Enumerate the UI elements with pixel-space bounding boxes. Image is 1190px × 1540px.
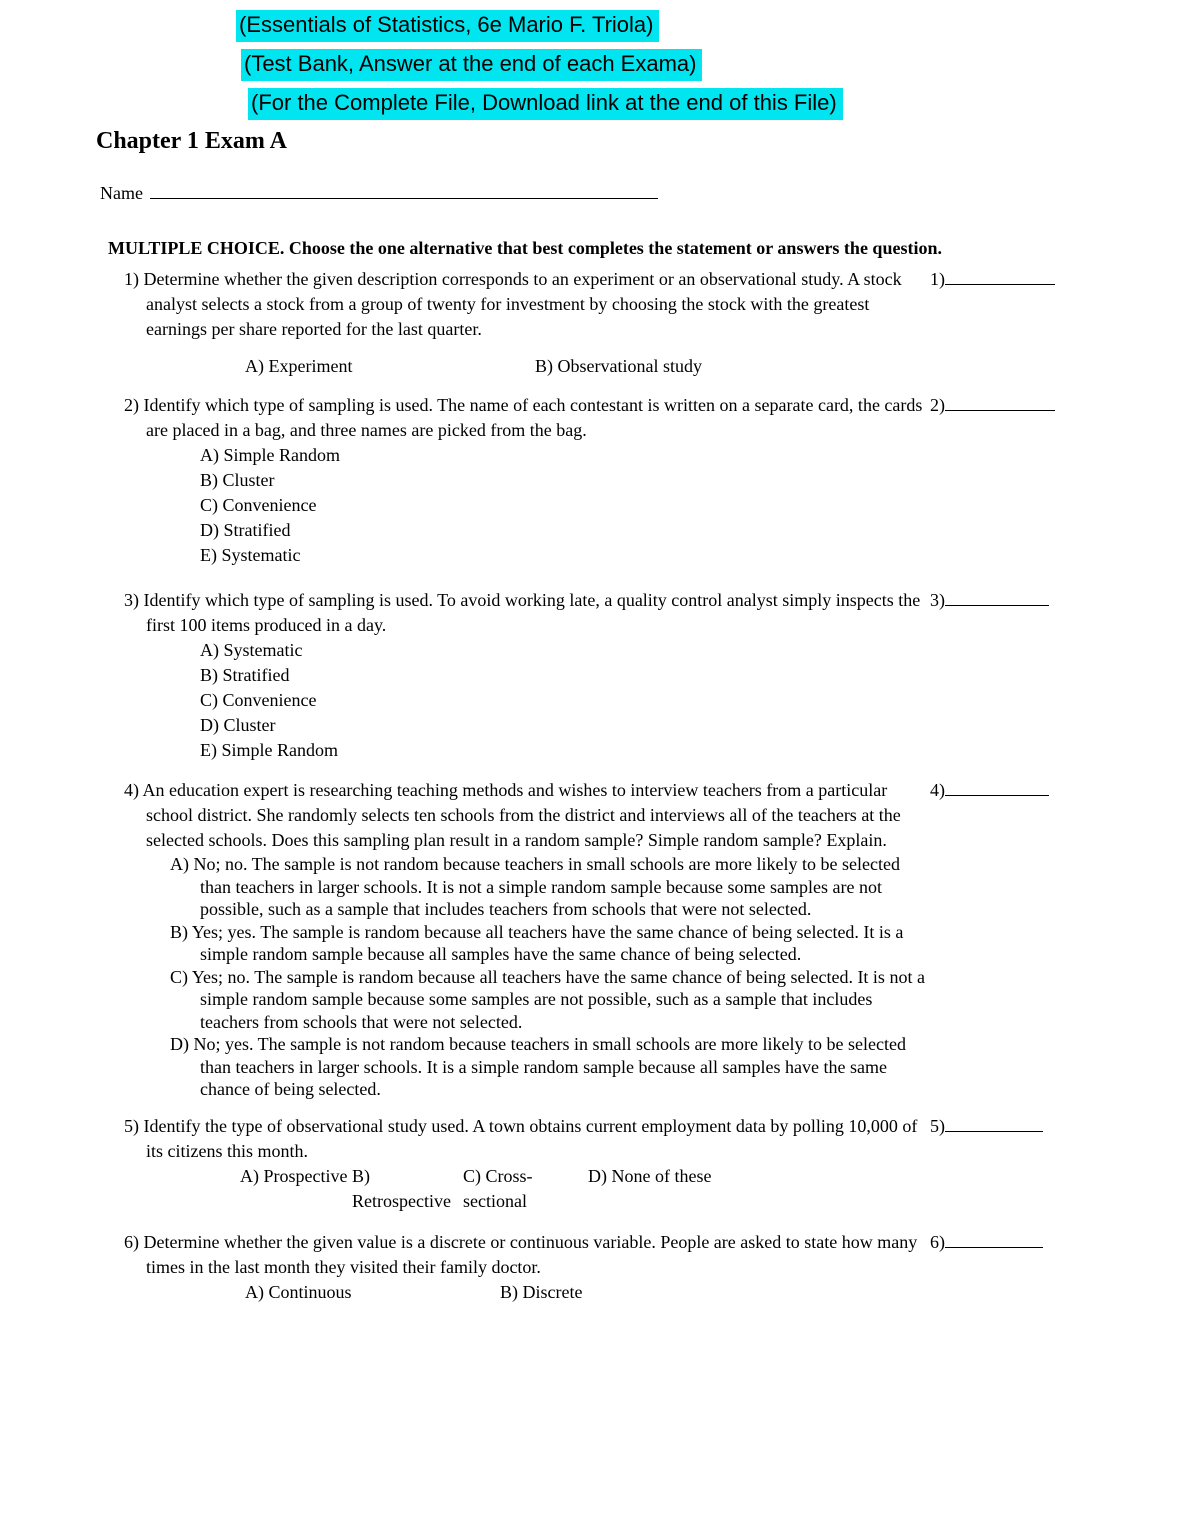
- option-label: B): [535, 356, 553, 376]
- option-d: [124, 1033, 930, 1101]
- answer-number: 1): [930, 269, 945, 289]
- answer-blank-3: [930, 588, 1190, 763]
- question-1: [124, 267, 1190, 379]
- option-e: [124, 738, 930, 763]
- answer-number: 5): [930, 1115, 945, 1136]
- answer-number: 3): [930, 590, 945, 610]
- option-a: [245, 1280, 500, 1305]
- option-d: [124, 713, 930, 738]
- option-text: Prospective: [263, 1165, 348, 1186]
- answer-number: 4): [930, 780, 945, 800]
- option-text: Discrete: [522, 1281, 583, 1302]
- option-text: Simple Random: [221, 740, 338, 760]
- answer-blank-5: [930, 1114, 1190, 1214]
- option-b: [352, 1164, 463, 1214]
- option-c: [124, 688, 930, 713]
- answer-blank-1: [930, 267, 1190, 379]
- banner-line: [248, 88, 1190, 120]
- option-b: [124, 468, 930, 493]
- option-d: [588, 1164, 711, 1214]
- question-text: Identify which type of sampling is used. To avoid working late, a quality control analyst simply inspects the first 100 items produced in a day.: [143, 590, 921, 635]
- question-6: [124, 1230, 1190, 1305]
- option-text: Stratified: [223, 520, 291, 540]
- option-label: B): [352, 1165, 370, 1186]
- question-2-content: [124, 393, 930, 568]
- answer-line: [945, 781, 1049, 796]
- question-number: 2): [124, 395, 139, 415]
- option-text: Retrospective: [352, 1190, 451, 1211]
- option-label: D): [588, 1165, 607, 1186]
- option-text: Convenience: [222, 690, 317, 710]
- answer-line: [945, 1233, 1043, 1248]
- option-text: No; yes. The sample is not random because teachers in small schools are more likely to be selected than teachers in larger schools. It is a simple random sample because all samples have the same chance of being selected.: [193, 1034, 906, 1099]
- name-label: Name: [100, 183, 143, 203]
- question-1-stem: [124, 267, 930, 342]
- option-b: [535, 354, 702, 379]
- option-text: No; no. The sample is not random because teachers in small schools are more likely to be selected than teachers in larger schools. It is not a simple random sample because some samples are not possible, such as a sample that includes teachers from schools that were not selected.: [193, 854, 900, 919]
- option-text: Cross-sectional: [463, 1165, 533, 1211]
- question-text: Identify which type of sampling is used. The name of each contestant is written on a separate card, the cards are placed in a bag, and three names are picked from the bag.: [143, 395, 923, 440]
- option-text: Systematic: [221, 545, 301, 565]
- option-b: [124, 663, 930, 688]
- question-3-content: [124, 588, 930, 763]
- answer-blank-6: [930, 1230, 1190, 1305]
- answer-blank-2: [930, 393, 1190, 568]
- question-5-stem: [124, 1114, 930, 1164]
- option-text: Yes; yes. The sample is random because all teachers have the same chance of being selected. It is a simple random sample because all samples have the same chance of being selected.: [191, 921, 904, 964]
- option-text: Yes; no. The sample is random because all teachers have the same chance of being selected. It is not a simple random sample because some samples are not possible, such as a sample that includes teachers from schools that were not selected.: [191, 966, 925, 1032]
- banner-line: [241, 49, 1190, 81]
- option-b: [500, 1280, 582, 1305]
- question-2-options: [124, 443, 930, 568]
- answer-line: [945, 591, 1049, 606]
- option-text: Cluster: [222, 470, 275, 490]
- page-title: Chapter 1 Exam A: [96, 128, 287, 154]
- question-text: Determine whether the given description corresponds to an experiment or an observational study. A stock analyst selects a stock from a group of twenty for investment by choosing the stock with the greatest earnings per share reported for the last quarter.: [143, 269, 902, 339]
- option-label: B): [200, 470, 218, 490]
- question-3-stem: [124, 588, 930, 638]
- option-c: [124, 966, 930, 1034]
- option-a: [124, 853, 930, 921]
- option-text: None of these: [611, 1165, 712, 1186]
- question-number: 6): [124, 1231, 139, 1252]
- answer-number: 6): [930, 1231, 945, 1252]
- option-text: Experiment: [268, 356, 353, 376]
- question-number: 5): [124, 1115, 139, 1136]
- name-row: [100, 181, 1190, 206]
- name-blank: [150, 184, 658, 199]
- option-label: C): [170, 966, 188, 987]
- question-list: [124, 267, 1190, 1305]
- question-1-options: [124, 354, 930, 379]
- option-label: C): [200, 690, 218, 710]
- option-a: [124, 443, 930, 468]
- option-label: A): [240, 1165, 259, 1186]
- option-label: C): [463, 1165, 481, 1186]
- instructions: MULTIPLE CHOICE. Choose the one alternative that best completes the statement or answers the question.: [108, 238, 942, 258]
- option-label: B): [500, 1281, 518, 1302]
- option-label: B): [170, 921, 188, 942]
- option-label: A): [200, 445, 219, 465]
- answer-line: [945, 270, 1055, 285]
- question-number: 4): [124, 780, 139, 800]
- question-4-stem: [124, 778, 930, 853]
- option-text: Cluster: [223, 715, 276, 735]
- header-banner: [0, 10, 1190, 120]
- question-4-content: [124, 778, 930, 1101]
- option-c: [124, 493, 930, 518]
- question-5-options: [124, 1164, 930, 1214]
- question-2: [124, 393, 1190, 568]
- option-e: [124, 543, 930, 568]
- question-text: An education expert is researching teaching methods and wishes to interview teachers from a particular school district. She randomly selects ten schools from the district and interviews all of the teachers at the selected schools. Does this sampling plan result in a random sample? Simple random sample? Explain.: [142, 780, 901, 850]
- question-3: [124, 588, 1190, 763]
- question-number: 1): [124, 269, 139, 289]
- question-text: Determine whether the given value is a discrete or continuous variable. People are asked to state how many times in the last month they visited their family doctor.: [143, 1231, 918, 1277]
- option-label: D): [200, 520, 219, 540]
- answer-blank-4: [930, 778, 1190, 1101]
- option-text: Convenience: [222, 495, 317, 515]
- question-5: [124, 1114, 1190, 1214]
- question-1-content: [124, 267, 930, 379]
- question-6-options: [124, 1280, 930, 1305]
- question-6-stem: [124, 1230, 930, 1280]
- question-4: [124, 778, 1190, 1101]
- option-text: Systematic: [223, 640, 303, 660]
- answer-number: 2): [930, 395, 945, 415]
- option-label: B): [200, 665, 218, 685]
- option-label: D): [170, 1034, 189, 1054]
- option-label: E): [200, 740, 217, 760]
- question-number: 3): [124, 590, 139, 610]
- highlighted-text-book: (Essentials of Statistics, 6e Mario F. Triola): [236, 10, 659, 42]
- question-6-content: [124, 1230, 930, 1305]
- highlighted-text-testbank: (Test Bank, Answer at the end of each Exama): [241, 49, 702, 81]
- option-label: D): [200, 715, 219, 735]
- question-3-options: [124, 638, 930, 763]
- answer-line: [945, 396, 1055, 411]
- option-text: Observational study: [557, 356, 702, 376]
- option-b: [124, 921, 930, 966]
- question-5-content: [124, 1114, 930, 1214]
- option-label: E): [200, 545, 217, 565]
- option-d: [124, 518, 930, 543]
- option-text: Stratified: [222, 665, 290, 685]
- question-4-options: [124, 853, 930, 1101]
- option-label: A): [170, 854, 189, 874]
- option-label: C): [200, 495, 218, 515]
- option-label: A): [200, 640, 219, 660]
- option-label: A): [245, 1281, 264, 1302]
- option-a: [245, 354, 535, 379]
- question-text: Identify the type of observational study used. A town obtains current employment data by polling 10,000 of its citizens this month.: [143, 1115, 918, 1161]
- banner-line: [236, 10, 1190, 42]
- question-2-stem: [124, 393, 930, 443]
- answer-line: [945, 1117, 1043, 1132]
- option-text: Continuous: [268, 1281, 352, 1302]
- option-c: [463, 1164, 588, 1214]
- option-a: [240, 1164, 352, 1214]
- option-label: A): [245, 356, 264, 376]
- highlighted-text-download: (For the Complete File, Download link at the end of this File): [248, 88, 843, 120]
- option-a: [124, 638, 930, 663]
- option-text: Simple Random: [223, 445, 340, 465]
